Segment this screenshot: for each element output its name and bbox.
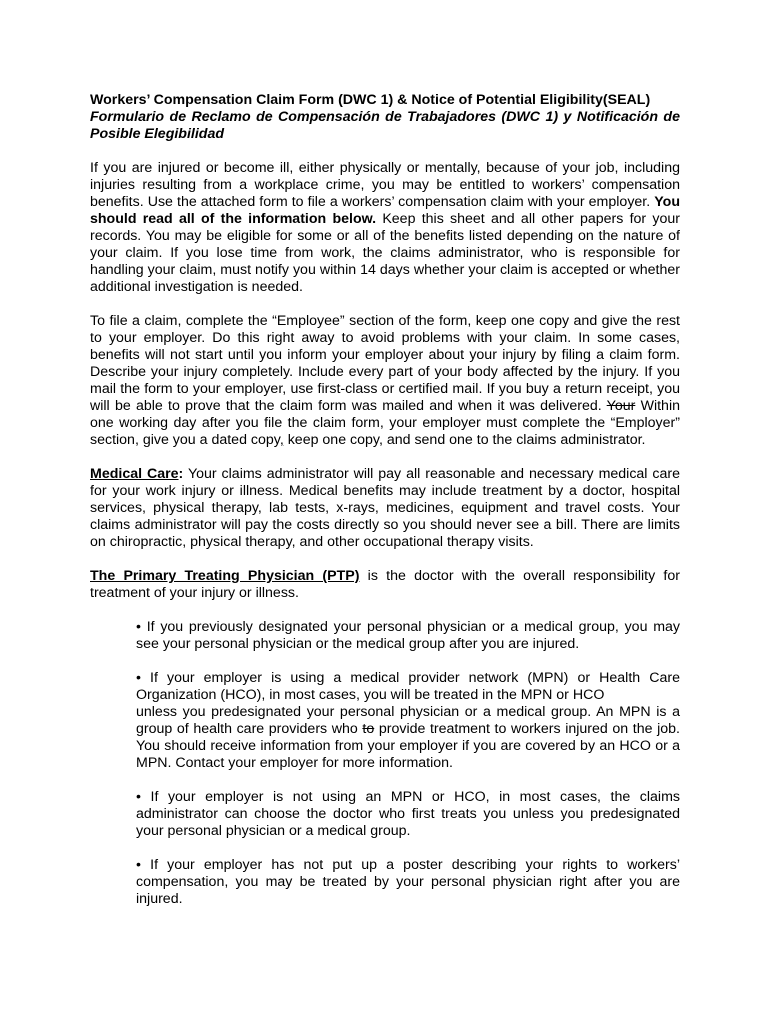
bullet-mpn-hco — [136, 670, 680, 772]
bullet-personal-physician: • If you previously designated your personal physician or a medical group, you may see your personal physician or the medical group after you are injured. — [136, 619, 680, 652]
struck-word-to: to — [362, 721, 375, 737]
ptp-text: is the doctor with the overall responsibility for treatment of your injury or illness. — [90, 568, 680, 601]
document-page — [90, 92, 680, 908]
intro-text-b: Keep this sheet and all other papers for your records. You may be eligible for some or all of the benefits listed depending on the nature of your claim. If you lose time from work, the claims administrator, who is responsible for handling your claim, must notify you within 14 days whether your claim is accepted or whether additional investigation is needed. — [90, 211, 681, 295]
ptp-heading: The Primary Treating Physician (PTP) — [90, 568, 360, 584]
form-title: Workers’ Compensation Claim Form (DWC 1) & Notice of Potential Eligibility(SEAL) — [90, 92, 651, 108]
bullet-no-poster: • If your employer has not put up a poster describing your rights to workers’ compensation, you may be treated by your personal physician right after you are injured. — [136, 857, 680, 907]
medical-care-paragraph — [90, 466, 680, 551]
filing-paragraph — [90, 313, 680, 449]
read-all-notice: You should read all of the information below. — [90, 194, 680, 227]
filing-text-c: keep one copy, and send one to the claims administrator. — [283, 432, 646, 448]
medical-care-colon: : — [178, 466, 184, 482]
intro-text-a: If you are injured or become ill, either physically or mentally, because of your job, including injuries resulting from a workplace crime, you may be entitled to workers’ compensation benefits. Use the attached form to file a workers’ compensation claim with your employer. — [90, 160, 680, 210]
filing-text-b: Within one working day after you file the claim form, your employer must complete the “Employer” section, give you a dated copy — [90, 398, 680, 448]
bullet-mpn-text-c: provide treatment to workers injured on the job. You should receive information from your employer if you are covered by an HCO or a MPN. Contact your employer for more information. — [136, 721, 680, 771]
form-subtitle-spanish: Formulario de Reclamo de Compensación de Trabajadores (DWC 1) y Notificación de Posible Elegibilidad — [90, 109, 680, 142]
medical-care-text: Your claims administrator will pay all reasonable and necessary medical care for your work injury or illness. Medical benefits may include treatment by a doctor, hospital services, physical therapy, lab tests, x-rays, medicines, equipment and travel costs. Your claims administrator will pay the costs directly so you should never see a bill. There are limits on chiropractic, physical therapy, and other occupational therapy visits. — [90, 466, 680, 550]
bullet-mpn-text-a: • If your employer is using a medical provider network (MPN) or Health Care Organization (HCO), in most cases, you will be treated in the MPN or HCO — [136, 670, 680, 703]
underlined-comma: , — [279, 432, 284, 448]
bullet-mpn-text-b: unless you predesignated your personal physician or a medical group. An MPN is a group of health care providers who — [136, 704, 680, 737]
struck-word: Your — [606, 398, 636, 414]
medical-care-heading: Medical Care — [90, 466, 179, 482]
intro-paragraph — [90, 160, 680, 296]
bullet-no-mpn: • If your employer is not using an MPN or HCO, in most cases, the claims administrator can choose the doctor who first treats you unless you predesignated your personal physician or a medical group. — [136, 789, 680, 839]
ptp-paragraph — [90, 568, 680, 602]
filing-text-a: To file a claim, complete the “Employee” section of the form, keep one copy and give the rest to your employer. Do this right away to avoid problems with your claim. In some cases, benefits will not start until you inform your employer about your injury by filing a claim form. Describe your injury completely. Include every part of your body affected by the injury. If you mail the form to your employer, use first-class or certified mail. If you buy a return receipt, you will be able to prove that the claim form was mailed and when it was delivered. — [90, 313, 680, 414]
